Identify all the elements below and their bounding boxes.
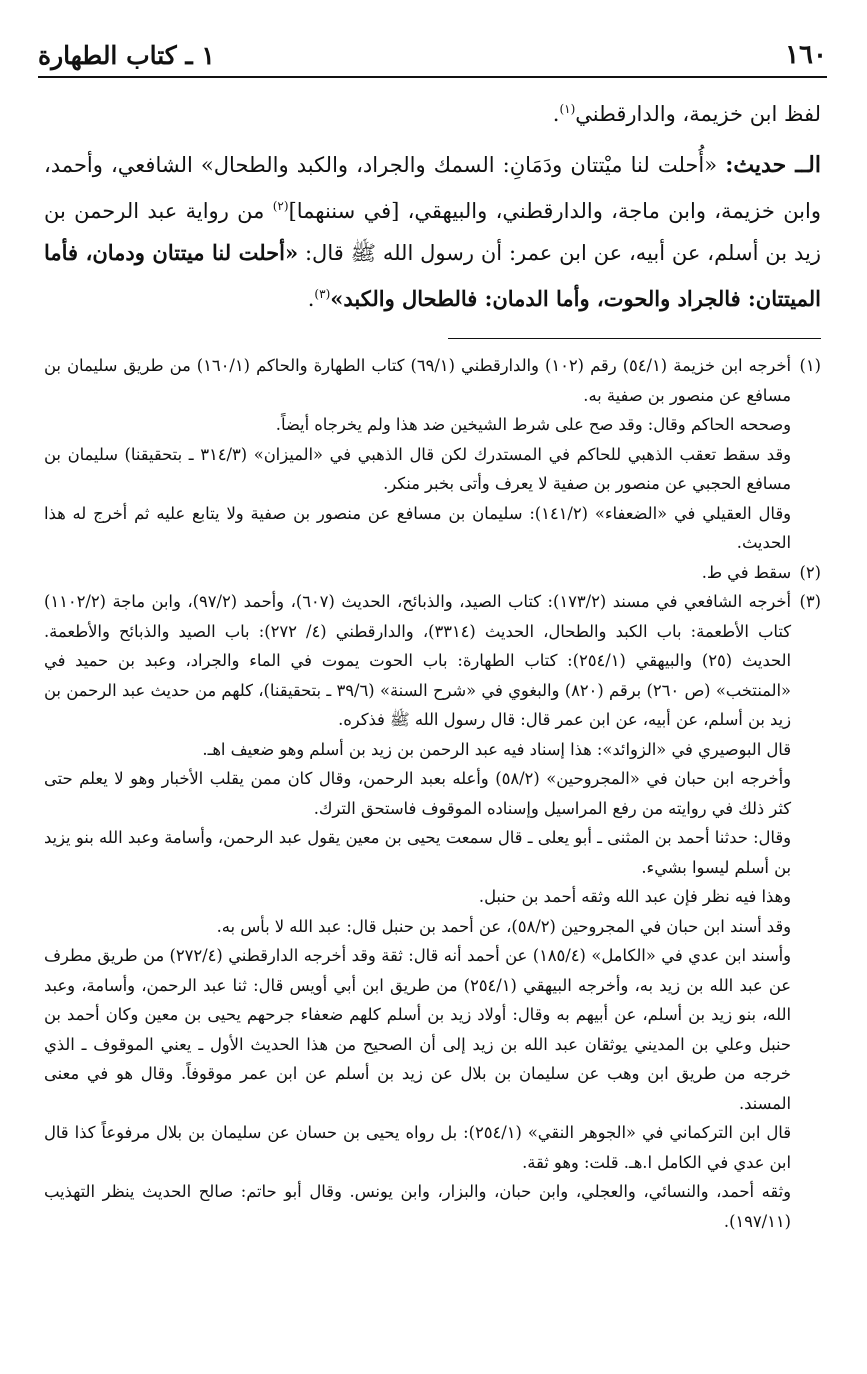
- footnote-paragraph: وقال العقيلي في «الضعفاء» (١٤١/٢): سليمان بن مسافع عن منصور بن صفية ولا يتابع عليه ثم أخرج له هذا الحديث.: [44, 503, 791, 552]
- footnote-paragraph: وقال: حدثنا أحمد بن المثنى ـ أبو يعلى ـ قال سمعت يحيى بن معين يقول عبد الرحمن، وأسامة وعبد الله بنو يزيد بن أسلم ليسوا بشيء.: [44, 828, 791, 877]
- footnote-ref-2: (٢): [272, 199, 289, 213]
- footnote-divider: [448, 338, 821, 339]
- hadith-label: الــ حديث:: [725, 152, 821, 178]
- hadith-end: .: [307, 287, 315, 311]
- footnote-paragraph: سقط في ط.: [701, 562, 791, 582]
- footnote-paragraph: وصححه الحاكم وقال: وقد صح على شرط الشيخين ضد هذا ولم يخرجاه أيضاً.: [275, 415, 791, 434]
- intro-text: لفظ ابن خزيمة، والدارقطني: [575, 102, 821, 126]
- hadith-paragraph: [44, 145, 821, 320]
- page-number: ١٦٠: [785, 40, 827, 70]
- footnote-number: (٢): [799, 562, 821, 582]
- footnote-number: (١): [799, 356, 821, 375]
- intro-end: .: [552, 102, 560, 126]
- footnote-paragraph: وأخرجه ابن حبان في «المجروحين» (٥٨/٢) وأعله بعبد الرحمن، وقال كان ممن يقلب الأخبار وهو لا يعلم حتى كثر ذلك في روايته من رفع المراسيل وإسناده الموقوف فاستحق الترك.: [44, 769, 791, 818]
- footnote-paragraph: وثقه أحمد، والنسائي، والعجلي، وابن حبان، والبزار، وابن يونس. وقال أبو حاتم: صالح الحديث ينظر التهذيب (١٩٧/١١).: [44, 1182, 791, 1231]
- footnote-paragraph: أخرجه الشافعي في مسند (١٧٣/٢): كتاب الصيد، والذبائح، الحديث (٦٠٧)، وأحمد (٩٧/٢)، وابن ماجة (١١٠٢/٢) كتاب الأطعمة: باب الكبد والطحال، الحديث (٣٣١٤)، والدارقطني (٤/ ٢٧٢): باب الصيد والذبائح والأطعمة. الحديث (٢٥) والبيهقي (٢٥٤/١): كتاب الطهارة: باب الحوت يموت في الماء والجراد، وعبد بن حميد في «المنتخب» (ص ٢٦٠) برقم (٨٢٠) والبغوي في «شرح السنة» (٣٩/٦ ـ بتحقيقنا)، كلهم من حديث عبد الرحمن بن زيد بن أسلم، عن أبيه، عن ابن عمر قال: قال رسول الله ﷺ فذكره.: [44, 592, 792, 729]
- hadith-text-1: «أُحلت لنا ميْتتان ودَمَانِ: السمك والجراد، والكبد والطحال» الشافعي، وأحمد، وابن خزيمة، وابن ماجة، والدارقطني، والبيهقي، [في سننهما]: [44, 153, 821, 223]
- intro-line: [44, 92, 821, 131]
- hadith-text-2: من رواية عبد الرحمن بن زيد بن أسلم، عن أبيه، عن ابن عمر: أن رسول الله ﷺ قال:: [44, 199, 821, 265]
- footnote-ref-3: (٣): [314, 287, 331, 301]
- footnote-paragraph: وهذا فيه نظر فإن عبد الله وثقه أحمد بن حنبل.: [478, 887, 791, 906]
- footnote-paragraph: وأسند ابن عدي في «الكامل» (١٨٥/٤) عن أحمد أنه قال: ثقة وقد أخرجه الدارقطني (٢٧٢/٤) من طريق مطرف عن عبد الله بن زيد به، وأخرجه البيهقي (٢٥٤/١) من طريق ابن أبي أويس قال: ثنا عبد الرحمن، وأسامة، وعبد الله، بنو زيد بن أسلم، عن أبيهم به وقال: أولاد زيد بن أسلم كلهم ضعفاء جرحهم يحيى بن معين وكان أحمد بن حنبل وعلي بن المديني يوثقان عبد الله بن زيد إلى أن الصحيح من هذا الحديث الأول ـ يعني الموقوف ـ الذي خرجه من طريق ابن وهب عن سليمان بن بلال عن زيد بن أسلم عن ابن عمر موقوفاً. وقال هو في معنى المسند.: [44, 946, 792, 1113]
- footnote-number: (٣): [799, 592, 821, 611]
- footnote-3: [44, 587, 821, 1236]
- footnote-paragraph: قال ابن التركماني في «الجوهر النقي» (٢٥٤/١): بل رواه يحيى بن حسان عن سليمان بن بلال مرفوعاً كذا قال ابن عدي في الكامل ا.هـ. قلت: وهو ثقة.: [44, 1123, 791, 1172]
- footnote-paragraph: قال البوصيري في «الزوائد»: هذا إسناد فيه عبد الرحمن بن زيد بن أسلم وهو ضعيف اهـ.: [202, 739, 791, 759]
- chapter-title: ١ ـ كتاب الطهارة: [38, 40, 215, 70]
- footnote-1: [44, 351, 821, 558]
- hadith-quote: «أحلت لنا ميتتان ودمان، فأما الميتتان: فالجراد والحوت، وأما الدمان: فالطحال والكبد»: [44, 240, 821, 311]
- footnote-paragraph: وقد سقط تعقب الذهبي للحاكم في المستدرك لكن قال الذهبي في «الميزان» (٣١٤/٣ ـ بتحقيقنا) سليمان بن مسافع الحجبي عن منصور بن صفية لا يعرف وأتى بخبر منكر.: [44, 444, 791, 493]
- footnote-2: [44, 558, 821, 588]
- footnote-ref-1: (١): [559, 102, 576, 116]
- footnote-paragraph: وقد أسند ابن حبان في المجروحين (٥٨/٢)، عن أحمد بن حنبل قال: عبد الله لا بأس به.: [216, 916, 791, 936]
- footnote-text: [44, 351, 791, 558]
- footnote-paragraph: أخرجه ابن خزيمة (٥٤/١) رقم (١٠٢) والدارقطني (٦٩/١) كتاب الطهارة والحاكم (١٦٠/١) من طريق سليمان بن مسافع عن منصور بن صفية به.: [44, 356, 791, 405]
- running-header: [38, 34, 827, 78]
- footnotes: [44, 351, 821, 1236]
- footnote-text: [44, 587, 791, 1236]
- page-body: [44, 92, 821, 1236]
- footnote-text: [44, 558, 791, 588]
